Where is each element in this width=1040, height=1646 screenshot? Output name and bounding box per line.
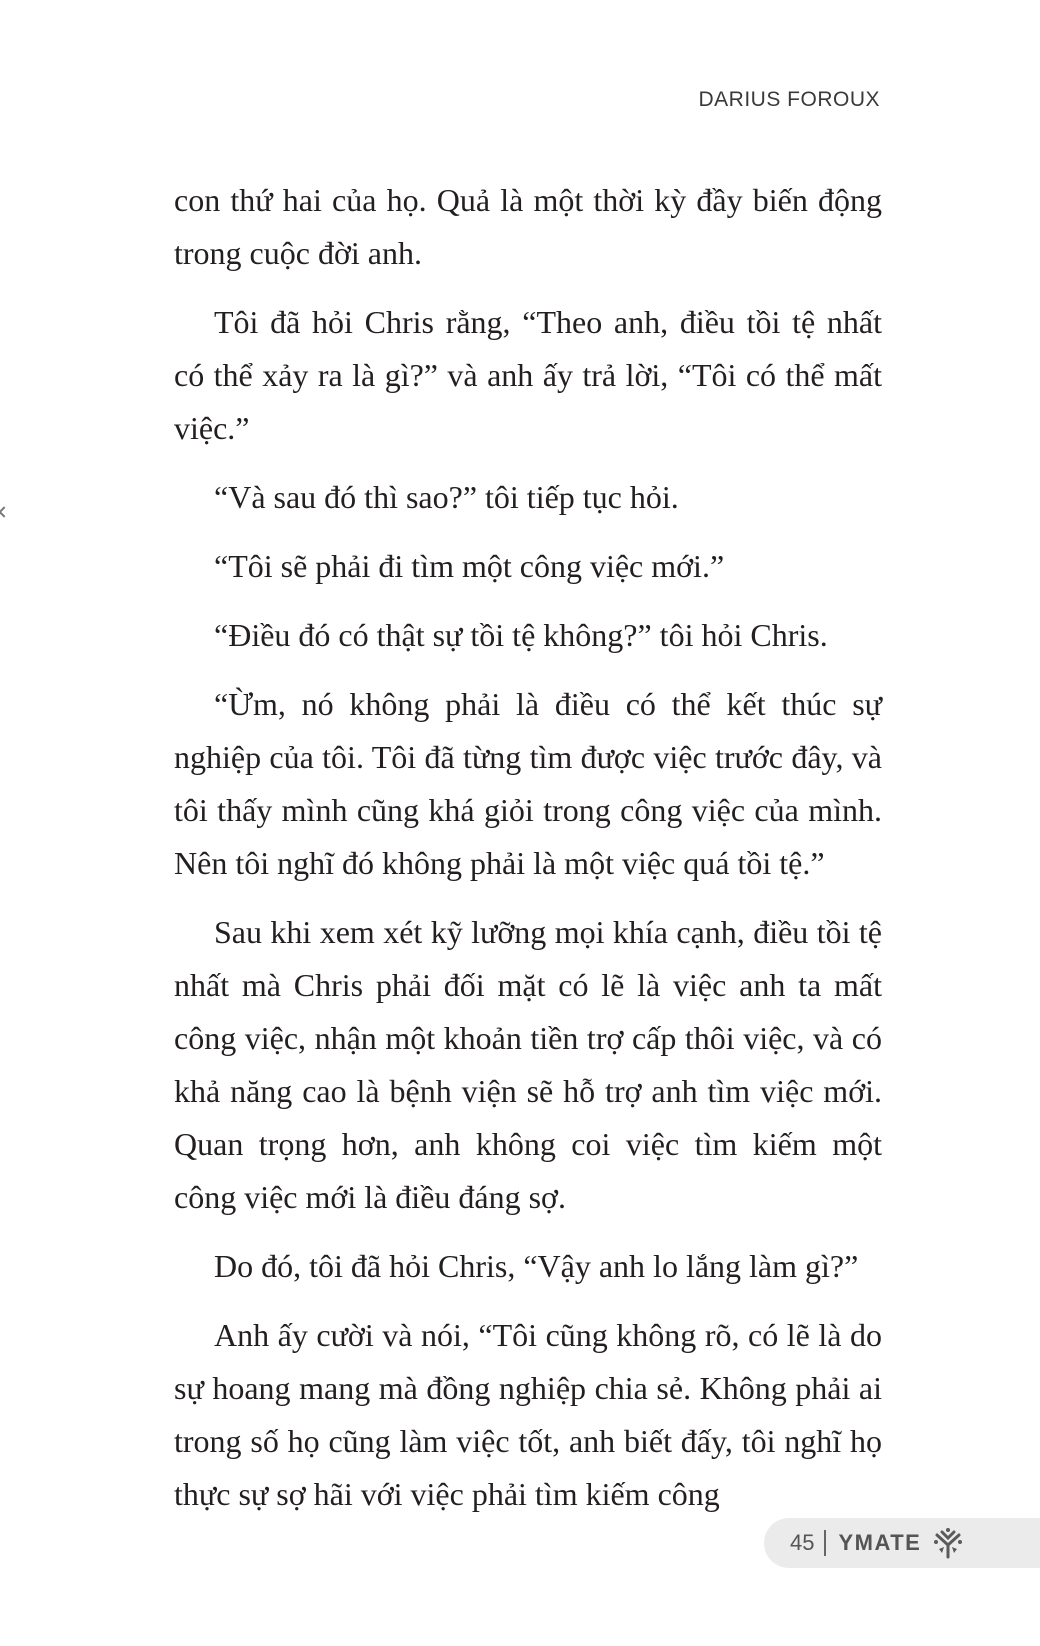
footer-divider bbox=[824, 1530, 826, 1556]
paragraph-8: Do đó, tôi đã hỏi Chris, “Vậy anh lo lắng làm gì?” bbox=[214, 1248, 859, 1284]
paragraph-1: con thứ hai của họ. Quả là một thời kỳ đầy biến động trong cuộc đời anh. bbox=[174, 182, 882, 271]
paragraph-3: “Và sau đó thì sao?” tôi tiếp tục hỏi. bbox=[214, 479, 679, 515]
paragraph-5: “Điều đó có thật sự tồi tệ không?” tôi hỏi Chris. bbox=[214, 617, 828, 653]
ymate-logo-icon bbox=[931, 1526, 965, 1560]
paragraph-7: Sau khi xem xét kỹ lưỡng mọi khía cạnh, điều tồi tệ nhất mà Chris phải đối mặt có lẽ là việc anh ta mất công việc, nhận một khoản tiền trợ cấp thôi việc, và có khả năng cao là bệnh viện sẽ hỗ trợ anh tìm việc mới. Quan trọng hơn, anh không coi việc tìm kiếm một công việc mới là điều đáng sợ. bbox=[174, 914, 882, 1215]
body-text bbox=[174, 174, 882, 1537]
paragraph-6: “Ừm, nó không phải là điều có thể kết thúc sự nghiệp của tôi. Tôi đã từng tìm được việc trước đây, và tôi thấy mình cũng khá giỏi trong công việc của mình. Nên tôi nghĩ đó không phải là một việc quá tồi tệ.” bbox=[174, 686, 882, 881]
page-number: 45 bbox=[790, 1530, 815, 1555]
running-header-author: DARIUS FOROUX bbox=[698, 88, 880, 111]
paragraph-4: “Tôi sẽ phải đi tìm một công việc mới.” bbox=[214, 548, 725, 584]
page-footer-tab bbox=[764, 1518, 1040, 1568]
brand-name: YMATE bbox=[838, 1530, 922, 1555]
paragraph-2: Tôi đã hỏi Chris rằng, “Theo anh, điều tồi tệ nhất có thể xảy ra là gì?” và anh ấy trả lời, “Tôi có thể mất việc.” bbox=[174, 304, 882, 446]
page-edge-mark bbox=[0, 506, 10, 517]
paragraph-9: Anh ấy cười và nói, “Tôi cũng không rõ, có lẽ là do sự hoang mang mà đồng nghiệp chia sẻ. Không phải ai trong số họ cũng làm việc tốt, anh biết đấy, tôi nghĩ họ thực sự sợ hãi với việc phải tìm kiếm công bbox=[174, 1317, 882, 1512]
